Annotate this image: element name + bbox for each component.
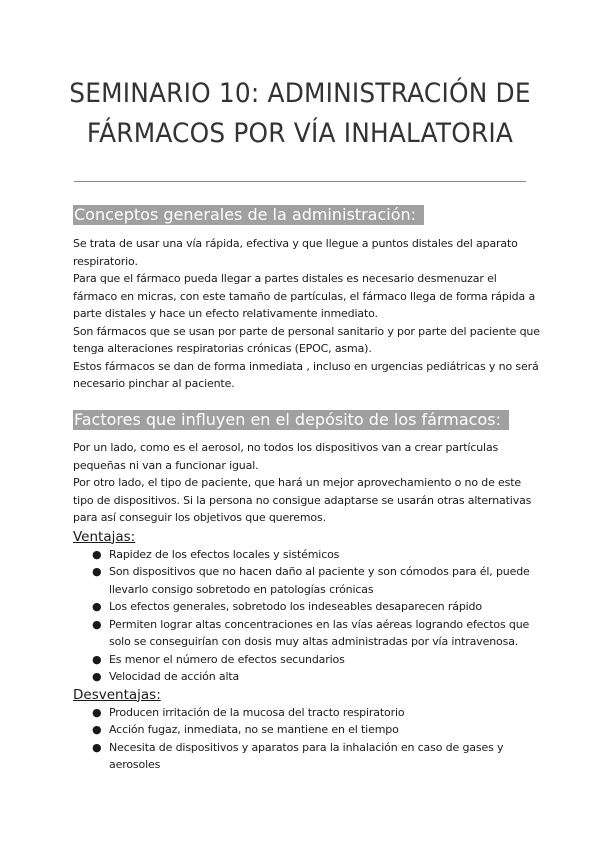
- list-item: ● Producen irritación de la mucosa del tracto respiratorio: [73, 704, 543, 722]
- list-item: ● Velocidad de acción alta: [73, 668, 543, 686]
- desventajas-list: [73, 704, 543, 774]
- title-divider: [74, 181, 526, 182]
- bullet-icon: ●: [92, 705, 102, 719]
- bullet-icon: ●: [92, 547, 102, 561]
- bullet-icon: ●: [92, 600, 102, 613]
- section-heading-factores: Factores que influyen en el depósito de los fármacos:: [73, 410, 509, 430]
- paragraph: Para que el fármaco pueda llegar a partes distales es necesario desmenuzar el fármaco en micras, con este tamaño de partículas, el fármaco llega de forma rápida a parte distales y hace un efecto relativamente inmediato.: [73, 272, 536, 320]
- paragraph: Se trata de usar una vía rápida, efectiva y que llegue a puntos distales del aparato respiratorio.: [73, 237, 518, 268]
- page-title: SEMINARIO 10: ADMINISTRACIÓN DE FÁRMACOS POR VÍA INHALATORIA: [69, 78, 531, 149]
- ventajas-list: [73, 546, 543, 686]
- section-factores: [73, 410, 543, 774]
- list-item: ● Rapidez de los efectos locales y sistémicos: [73, 546, 543, 564]
- section-body-conceptos: [73, 235, 543, 393]
- list-item: ● Son dispositivos que no hacen daño al paciente y son cómodos para él, puede llevarlo consigo sobretodo en patologías crónicas: [92, 565, 530, 596]
- section-heading-conceptos: Conceptos generales de la administración:: [73, 205, 424, 225]
- bullet-icon: ●: [92, 565, 102, 578]
- bullet-icon: ●: [92, 652, 102, 666]
- desventajas-heading: Desventajas:: [73, 686, 161, 703]
- list-item: ● Permiten lograr altas concentraciones en las vías aéreas logrando efectos que solo se conseguirían con dosis muy altas administradas por vía intravenosa.: [92, 617, 530, 648]
- bullet-icon: ●: [92, 670, 102, 683]
- list-item: ● Acción fugaz, inmediata, no se mantiene en el tiempo: [73, 721, 543, 739]
- bullet-icon: ●: [92, 617, 102, 631]
- ventajas-heading: Ventajas:: [73, 528, 136, 545]
- paragraph: Estos fármacos se dan de forma inmediata , incluso en urgencias pediátricas y no será necesario pinchar al paciente.: [73, 359, 539, 390]
- bullet-icon: ●: [92, 723, 102, 736]
- list-item: ● Los efectos generales, sobretodo los indeseables desaparecen rápido: [73, 598, 543, 616]
- list-item: ● Es menor el número de efectos secundarios: [73, 651, 543, 669]
- bullet-icon: ●: [92, 740, 102, 754]
- paragraph: Por otro lado, el tipo de paciente, que hará un mejor aprovechamiento o no de este tipo de dispositivos. Si la persona no consigue adaptarse se usarán otras alternativas para así conseguir los objetivos que queremos.: [73, 476, 532, 524]
- section-conceptos: [73, 205, 543, 393]
- section-body-factores: [73, 439, 543, 527]
- paragraph: Son fármacos que se usan por parte de personal sanitario y por parte del paciente que tenga alteraciones respiratorias crónicas (EPOC, asma).: [73, 324, 540, 355]
- paragraph: Por un lado, como es el aerosol, no todos los dispositivos van a crear partículas pequeñas ni van a funcionar igual.: [73, 441, 499, 472]
- list-item: ● Necesita de dispositivos y aparatos para la inhalación en caso de gases y aerosoles: [92, 740, 504, 771]
